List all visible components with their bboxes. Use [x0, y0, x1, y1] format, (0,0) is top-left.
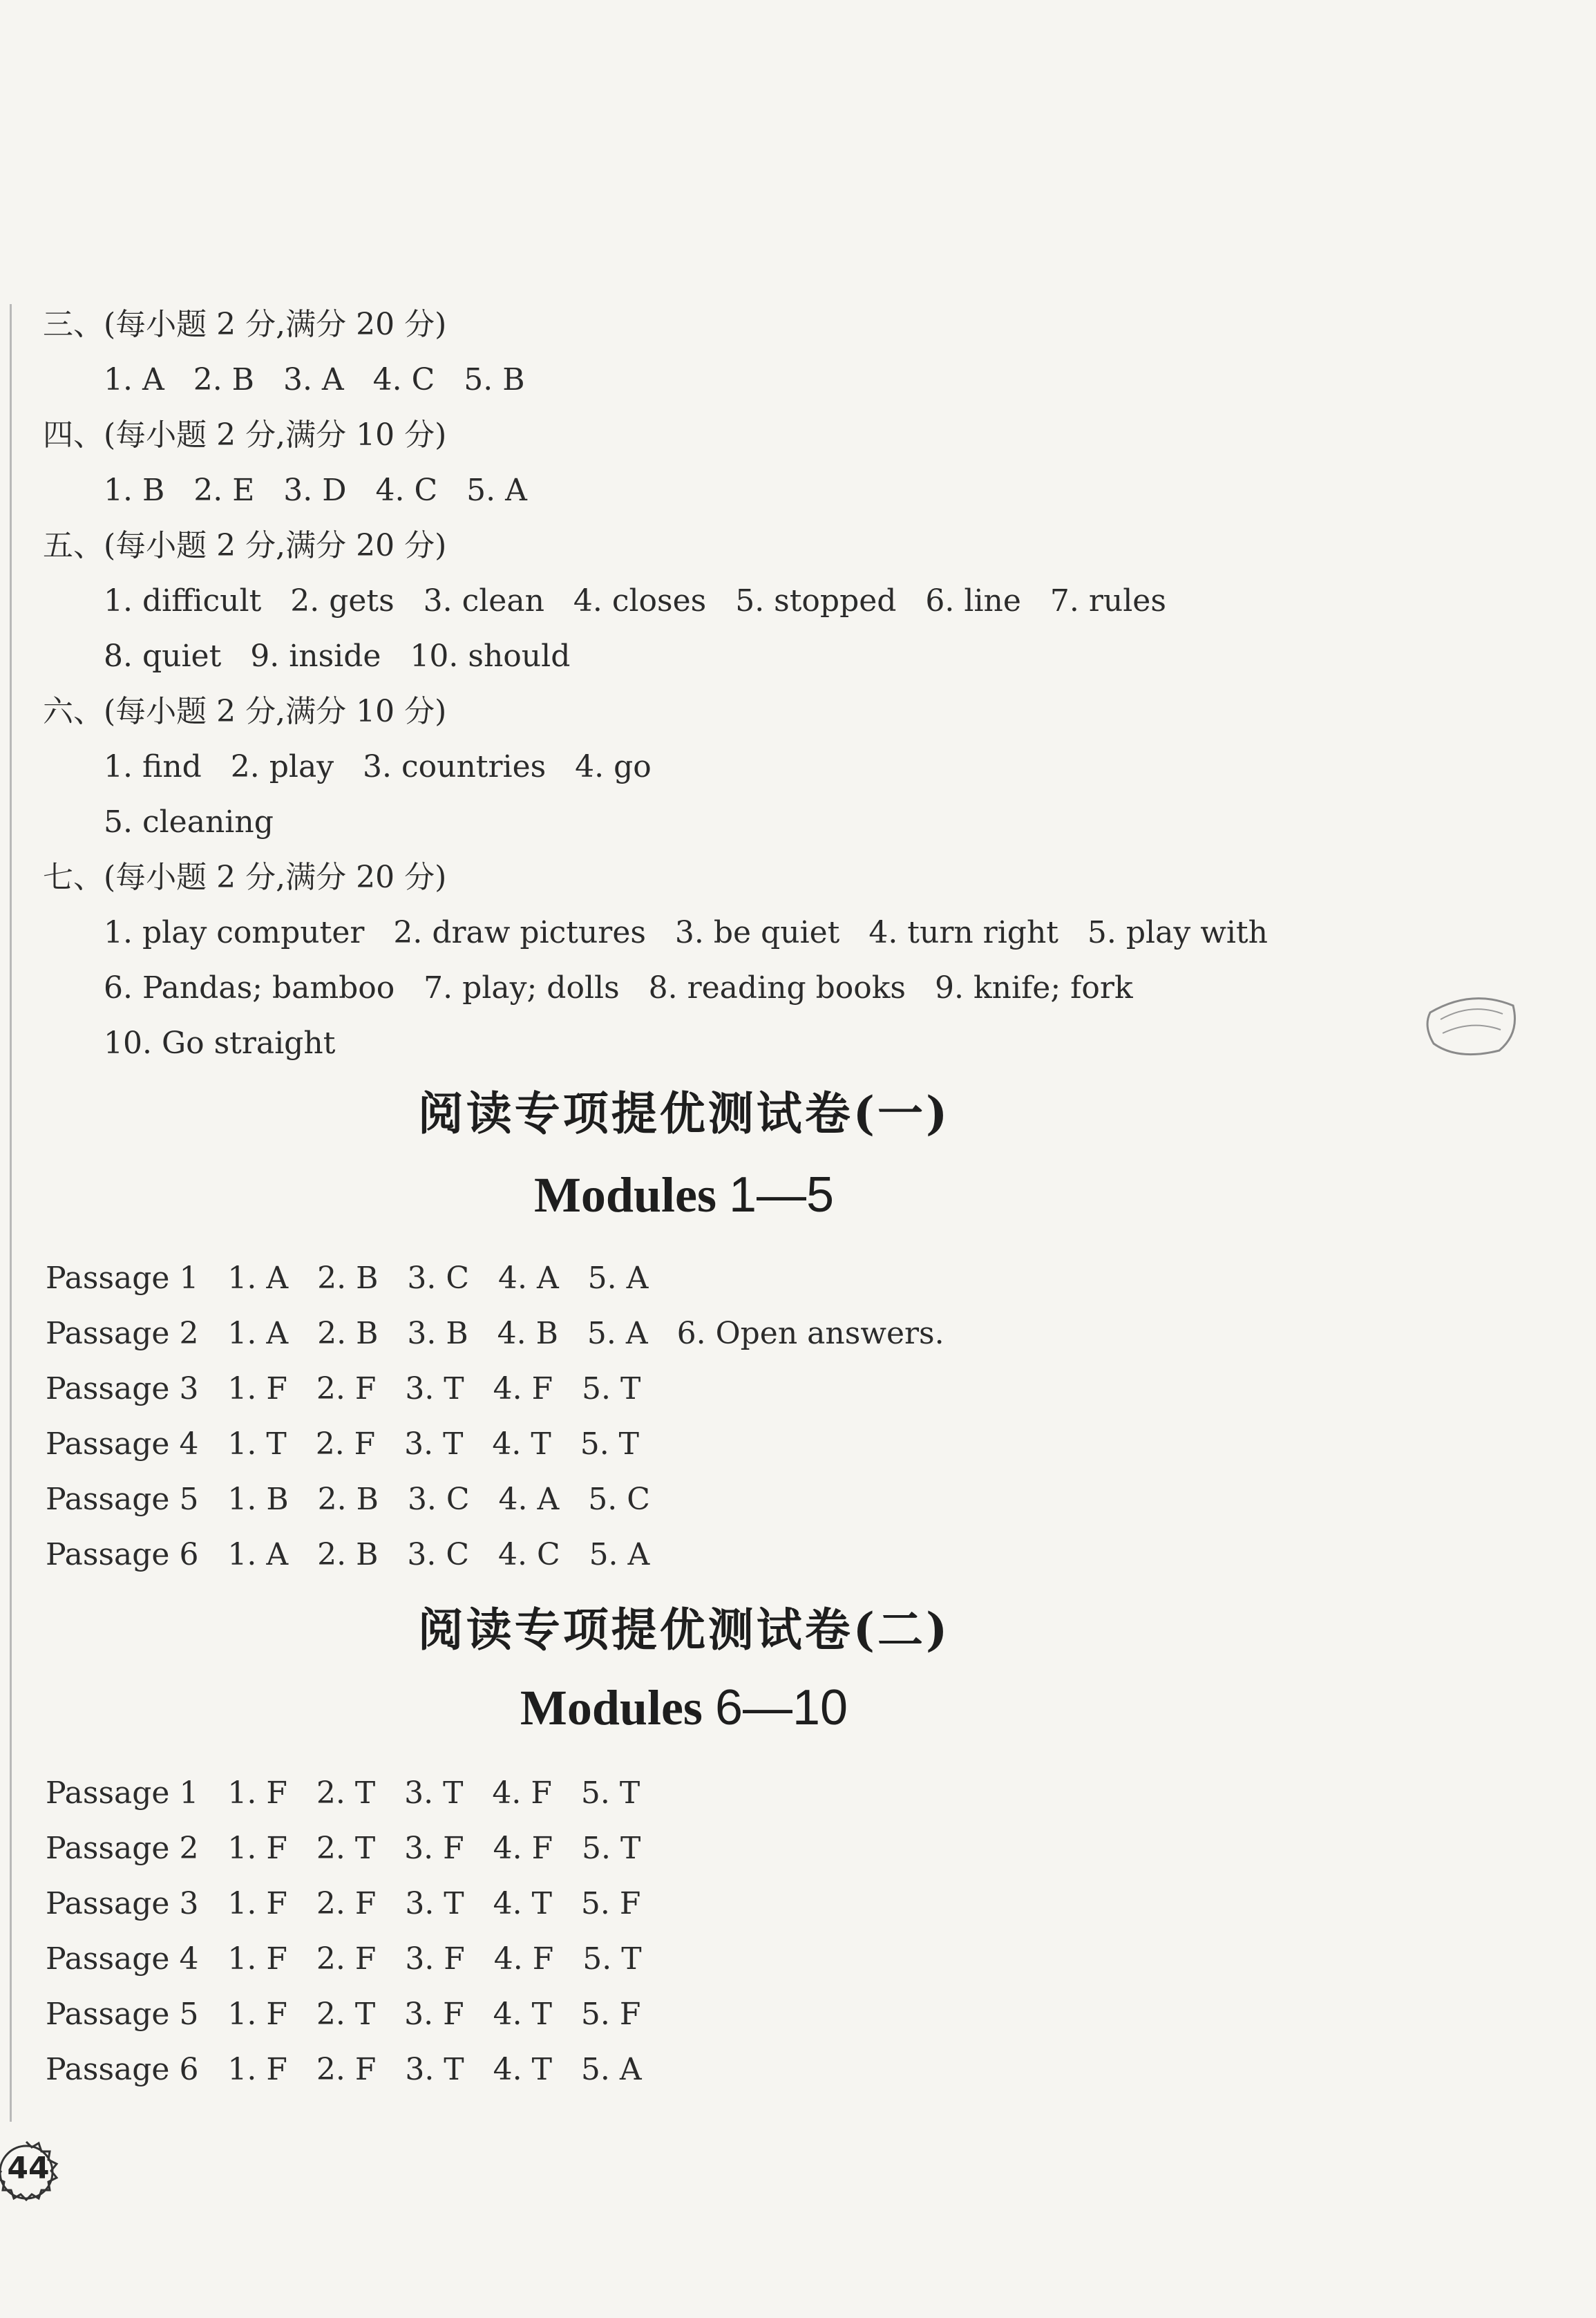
- passage-answers: 1. A 2. B 3. B 4. B 5. A 6. Open answers.: [227, 1316, 944, 1351]
- test2-passage-6: [46, 2049, 642, 2091]
- passage-label: Passage 5: [46, 1997, 199, 2032]
- section-5-heading: 五、(每小题 2 分,满分 20 分): [43, 528, 447, 563]
- passage-label: Passage 4: [46, 1941, 199, 1977]
- test1-title-cn: 阅读专项提优测试卷(一): [417, 1086, 951, 1140]
- section-3-heading: 三、(每小题 2 分,满分 20 分): [43, 307, 447, 342]
- test1-passage-3: [46, 1368, 640, 1410]
- section-7-answers-line-3: 10. Go straight: [104, 1026, 336, 1061]
- section-7-heading: 七、(每小题 2 分,满分 20 分): [43, 860, 447, 895]
- test2-title-en: [0, 1679, 1368, 1737]
- passage-label: Passage 6: [46, 1537, 199, 1572]
- test2-modules-label: Modules: [520, 1680, 703, 1735]
- passage-answers: 1. F 2. T 3. F 4. F 5. T: [227, 1831, 641, 1866]
- section-4-answers: 1. B 2. E 3. D 4. C 5. A: [104, 473, 527, 508]
- passage-answers: 1. F 2. T 3. F 4. T 5. F: [227, 1997, 641, 2032]
- section-7-answers-line-1: 1. play computer 2. draw pictures 3. be quiet 4. turn right 5. play with: [104, 915, 1268, 950]
- section-6-heading: 六、(每小题 2 分,满分 10 分): [43, 694, 447, 729]
- passage-answers: 1. F 2. F 3. T 4. T 5. F: [227, 1886, 641, 1921]
- passage-answers: 1. T 2. F 3. T 4. T 5. T: [227, 1426, 640, 1462]
- passage-answers: 1. A 2. B 3. C 4. A 5. A: [227, 1261, 649, 1296]
- test2-title-cn: 阅读专项提优测试卷(二): [417, 1603, 951, 1657]
- test2-passage-4: [46, 1939, 642, 1980]
- passage-label: Passage 2: [46, 1316, 199, 1351]
- test1-modules-range: 1—5: [728, 1167, 835, 1223]
- test1-passage-4: [46, 1424, 639, 1465]
- section-6-answers-line-2: 5. cleaning: [104, 804, 274, 840]
- section-7-answers-line-2: 6. Pandas; bamboo 7. play; dolls 8. reading books 9. knife; fork: [104, 970, 1133, 1006]
- passage-answers: 1. A 2. B 3. C 4. C 5. A: [227, 1537, 650, 1572]
- passage-answers: 1. F 2. F 3. F 4. F 5. T: [227, 1941, 642, 1977]
- passage-label: Passage 3: [46, 1371, 199, 1406]
- test1-passage-2: [46, 1313, 944, 1355]
- section-5-answers-line-2: 8. quiet 9. inside 10. should: [104, 639, 571, 674]
- passage-label: Passage 2: [46, 1831, 199, 1866]
- passage-answers: 1. F 2. F 3. T 4. T 5. A: [227, 2052, 642, 2087]
- section-3-answers: 1. A 2. B 3. A 4. C 5. B: [104, 362, 525, 397]
- test1-passage-5: [46, 1479, 650, 1520]
- stamp-icon: [1416, 985, 1527, 1061]
- section-6-answers-line-1: 1. find 2. play 3. countries 4. go: [104, 749, 652, 784]
- test1-passage-6: [46, 1534, 649, 1576]
- test2-passage-2: [46, 1828, 640, 1869]
- test2-passage-1: [46, 1773, 640, 1814]
- section-4-heading: 四、(每小题 2 分,满分 10 分): [43, 417, 447, 453]
- test2-modules-range: 6—10: [714, 1680, 848, 1735]
- test1-title-en: [0, 1167, 1368, 1224]
- passage-label: Passage 4: [46, 1426, 199, 1462]
- test1-passage-1: [46, 1258, 648, 1299]
- passage-answers: 1. F 2. F 3. T 4. F 5. T: [227, 1371, 641, 1406]
- test1-modules-label: Modules: [533, 1167, 716, 1223]
- test2-passage-3: [46, 1883, 640, 1925]
- passage-answers: 1. B 2. B 3. C 4. A 5. C: [227, 1482, 650, 1517]
- section-5-answers-line-1: 1. difficult 2. gets 3. clean 4. closes 5. stopped 6. line 7. rules: [104, 583, 1166, 619]
- passage-label: Passage 1: [46, 1261, 199, 1296]
- passage-label: Passage 5: [46, 1482, 199, 1517]
- passage-answers: 1. F 2. T 3. T 4. F 5. T: [227, 1775, 640, 1811]
- passage-label: Passage 3: [46, 1886, 199, 1921]
- test2-passage-5: [46, 1994, 640, 2035]
- passage-label: Passage 1: [46, 1775, 199, 1811]
- passage-label: Passage 6: [46, 2052, 199, 2087]
- page-number: 44: [7, 2151, 50, 2186]
